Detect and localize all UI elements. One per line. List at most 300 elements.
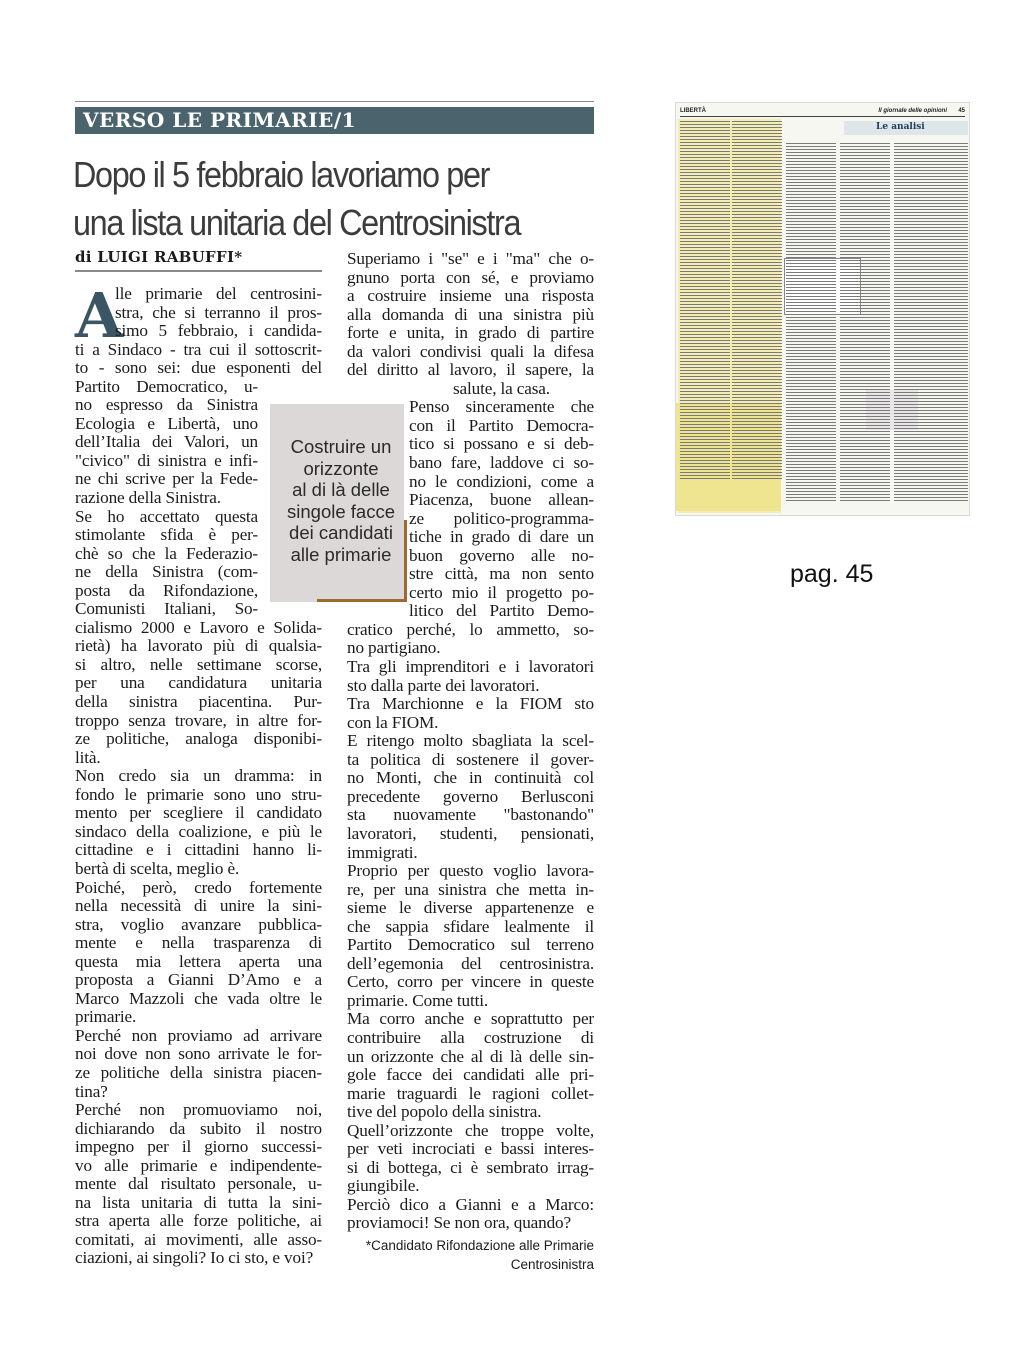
thumbnail-text-line [840,245,890,246]
thumbnail-text-line [680,478,730,479]
thumbnail-text-line [918,335,968,336]
thumbnail-text-line [732,214,782,215]
thumbnail-text-line [786,395,836,396]
thumbnail-text-line [732,127,782,128]
thumbnail-text-line [786,377,836,378]
thumbnail-text-line [840,362,890,363]
thumbnail-text-line [732,334,782,335]
thumbnail-text-line [786,185,836,186]
thumbnail-text-line [918,203,968,204]
thumbnail-text-line [680,274,730,275]
thumbnail-text-line [840,230,890,231]
thumbnail-text-line [786,287,836,288]
article-text-line: comitati, ai movimenti, alle asso- [75,1229,322,1249]
article-text-line: da valori condivisi quali la difesa [347,341,594,361]
thumbnail-text-line [680,208,730,209]
thumbnail-text-line [680,400,730,401]
thumbnail-text-line [918,194,968,195]
thumbnail-section-label: Le analisi [876,122,925,132]
thumbnail-text-line [918,389,968,390]
thumbnail-text-line [840,266,890,267]
thumbnail-text-column [786,143,836,509]
thumbnail-text-line [840,434,890,435]
thumbnail-text-line [840,404,890,405]
thumbnail-text-line [786,236,836,237]
thumbnail-text-line [786,485,836,486]
thumbnail-text-line [732,217,782,218]
article-text-line: razione della Sinistra. [75,488,221,508]
thumbnail-text-line [732,325,782,326]
thumbnail-text-line [732,190,782,191]
thumbnail-text-line [786,152,836,153]
thumbnail-text-line [918,383,968,384]
thumbnail-text-line [680,181,730,182]
thumbnail-text-line [918,407,968,408]
pull-quote-line: al di là delle [292,479,390,500]
thumbnail-text-line [680,247,730,248]
thumbnail-text-line [680,193,730,194]
article-text-line: precedente governo Berlusconi [347,786,594,806]
article-text-line: re, per una sinistra che metta in- [347,879,594,899]
thumbnail-text-line [680,175,730,176]
thumbnail-text-line [840,347,890,348]
pull-quote-accent [317,599,407,602]
thumbnail-text-line [732,223,782,224]
thumbnail-text-line [732,235,782,236]
thumbnail-text-line [918,248,968,249]
thumbnail-text-line [918,440,968,441]
thumbnail-text-line [680,466,730,467]
thumbnail-text-line [680,427,730,428]
thumbnail-text-line [680,373,730,374]
thumbnail-text-line [840,449,890,450]
thumbnail-text-line [786,299,836,300]
thumbnail-text-line [840,275,890,276]
article-text-line: "civico" di sinistra e infi- [75,450,258,470]
thumbnail-text-line [786,362,836,363]
article-text-line: stra, voglio avanzare pubblica- [75,914,322,934]
thumbnail-text-line [840,152,890,153]
thumbnail-text-line [680,148,730,149]
thumbnail-text-line [840,446,890,447]
article-text-line: ciazioni, ai singoli? Io ci sto, e voi? [75,1248,314,1268]
drop-cap: A [75,279,124,352]
thumbnail-text-line [680,289,730,290]
pull-quote-line: Costruire un [290,436,392,457]
thumbnail-text-line [732,391,782,392]
thumbnail-text-line [840,365,890,366]
thumbnail-text-line [840,428,890,429]
thumbnail-text-line [918,143,968,144]
thumbnail-text-line [680,448,730,449]
thumbnail-text-line [786,398,836,399]
article-text-line: tiche in grado di dare un [409,527,594,547]
thumbnail-text-line [786,248,836,249]
thumbnail-text-line [732,451,782,452]
article-text-line: Tra Marchionne e la FIOM sto [347,694,594,714]
thumbnail-text-line [786,473,836,474]
thumbnail-text-line [786,269,836,270]
pull-quote-accent [404,520,407,602]
thumbnail-text-line [786,188,836,189]
thumbnail-text-line [786,251,836,252]
thumbnail-text-line [786,203,836,204]
thumbnail-text-line [840,491,890,492]
thumbnail-text-line [918,458,968,459]
section-kicker: VERSO LE PRIMARIE/1 [75,107,594,134]
thumbnail-text-line [680,316,730,317]
thumbnail-text-line [680,130,730,131]
thumbnail-text-line [840,191,890,192]
thumbnail-text-line [680,412,730,413]
thumbnail-text-line [786,425,836,426]
article-text-line: Tra gli imprenditori e i lavoratori [347,657,594,677]
thumbnail-text-line [786,488,836,489]
thumbnail-text-line [786,422,836,423]
thumbnail-text-line [732,385,782,386]
thumbnail-text-line [732,160,782,161]
thumbnail-text-line [786,242,836,243]
thumbnail-text-line [840,200,890,201]
thumbnail-text-line [786,212,836,213]
thumbnail-text-line [732,178,782,179]
thumbnail-text-line [680,286,730,287]
thumbnail-text-line [840,146,890,147]
article-text-line: ze politiche della sinistra piacen- [75,1062,322,1082]
article-text-line: vo alle primarie e indipendente- [75,1155,322,1175]
article-text-line: contribuire alla costruzione di [347,1027,594,1047]
thumbnail-text-line [918,431,968,432]
thumbnail-text-line [918,494,968,495]
thumbnail-text-line [918,233,968,234]
thumbnail-text-line [786,467,836,468]
article-text-line: tico si possano e si deb- [409,434,594,454]
thumbnail-text-line [732,439,782,440]
thumbnail-text-line [680,418,730,419]
thumbnail-text-line [840,278,890,279]
thumbnail-text-line [680,238,730,239]
thumbnail-text-line [786,179,836,180]
thumbnail-text-line [840,254,890,255]
thumbnail-text-line [840,287,890,288]
article-text-line: sindaco della coalizione, e più le [75,821,322,841]
thumbnail-text-line [680,457,730,458]
thumbnail-text-line [840,422,890,423]
thumbnail-text-line [840,176,890,177]
thumbnail-text-line [680,220,730,221]
article-text-line: proviamoci! Se non ora, quando? [347,1213,571,1233]
thumbnail-text-line [918,482,968,483]
thumbnail-text-line [918,350,968,351]
thumbnail-text-line [786,302,836,303]
thumbnail-text-line [840,182,890,183]
thumbnail-text-line [840,167,890,168]
thumbnail-text-line [732,268,782,269]
thumbnail-text-line [680,313,730,314]
thumbnail-text-line [918,173,968,174]
thumbnail-text-line [786,146,836,147]
thumbnail-text-line [918,443,968,444]
thumbnail-text-line [680,124,730,125]
thumbnail-text-line [732,154,782,155]
thumbnail-text-line [840,374,890,375]
thumbnail-text-line [786,350,836,351]
article-text-line: Superiamo i "se" e i "ma" che o- [347,249,594,268]
thumbnail-text-line [786,437,836,438]
thumbnail-text-line [840,212,890,213]
article-text-line: Proprio per questo voglio lavora- [347,861,594,881]
thumbnail-text-line [732,262,782,263]
thumbnail-text-line [918,242,968,243]
thumbnail-text-line [840,296,890,297]
thumbnail-text-line [840,410,890,411]
article-text-line: dell’egemonia del centrosinistra. [347,953,594,973]
thumbnail-text-line [918,332,968,333]
thumbnail-text-line [840,263,890,264]
thumbnail-text-line [918,158,968,159]
thumbnail-text-line [918,293,968,294]
thumbnail-text-line [918,236,968,237]
thumbnail-text-line [918,329,968,330]
thumbnail-text-line [732,358,782,359]
thumbnail-text-line [840,272,890,273]
thumbnail-text-line [732,136,782,137]
thumbnail-text-line [732,271,782,272]
thumbnail-text-line [840,467,890,468]
thumbnail-text-line [918,371,968,372]
article-text-line: immigrati. [347,842,418,862]
thumbnail-text-line [840,203,890,204]
thumbnail-text-line [918,260,968,261]
thumbnail-text-line [918,326,968,327]
thumbnail-text-line [680,406,730,407]
thumbnail-text-line [918,320,968,321]
thumbnail-text-line [680,232,730,233]
thumbnail-text-line [918,338,968,339]
article-text-line: dell’Italia dei Valori, un [75,432,258,452]
thumbnail-text-line [732,307,782,308]
thumbnail-text-line [918,200,968,201]
article-text-line: forte e unita, in grado di partire [347,323,594,343]
thumbnail-text-line [840,305,890,306]
thumbnail-text-line [786,281,836,282]
thumbnail-text-line [786,284,836,285]
thumbnail-text-line [680,451,730,452]
thumbnail-text-line [918,392,968,393]
thumbnail-text-line [918,497,968,498]
pull-quote [284,436,398,565]
thumbnail-text-line [786,479,836,480]
thumbnail-text-line [680,364,730,365]
article-text-line: noi dove non sono arrivate le for- [75,1044,322,1064]
pull-quote-line: dei candidati [289,522,393,543]
thumbnail-text-line [786,254,836,255]
thumbnail-text-line [918,254,968,255]
thumbnail-text-line [918,146,968,147]
article-text-line: chè so che la Federazio- [75,543,258,563]
thumbnail-text-line [732,382,782,383]
article-text-line: no espresso da Sinistra [75,395,258,415]
thumbnail-text-line [918,467,968,468]
thumbnail-text-line [918,224,968,225]
article-text-line: tive del popolo della sinistra. [347,1102,542,1122]
thumbnail-text-line [732,244,782,245]
byline-rule [75,270,322,272]
thumbnail-text-line [918,425,968,426]
article-text-line: lità. [75,747,101,767]
thumbnail-text-line [786,482,836,483]
thumbnail-text-line [732,130,782,131]
thumbnail-text-line [680,127,730,128]
thumbnail-text-line [732,442,782,443]
thumbnail-text-line [680,391,730,392]
thumbnail-text-line [918,347,968,348]
thumbnail-text-line [840,215,890,216]
article-text-line: Non credo sia un dramma: in [75,766,322,786]
thumbnail-text-line [840,284,890,285]
thumbnail-text-line [732,220,782,221]
thumbnail-text-line [786,317,836,318]
article-text-line: Quell’orizzonte che troppe volte, [347,1120,594,1140]
thumbnail-text-line [840,359,890,360]
article-text-line: questa mia lettera aperta una [75,951,322,971]
thumbnail-text-line [680,358,730,359]
thumbnail-text-line [732,433,782,434]
thumbnail-text-line [840,158,890,159]
thumbnail-text-line [680,382,730,383]
thumbnail-text-line [680,433,730,434]
thumbnail-text-line [918,215,968,216]
thumbnail-text-line [732,187,782,188]
thumbnail-text-line [918,305,968,306]
thumbnail-text-line [786,257,836,258]
thumbnail-text-line [918,182,968,183]
thumbnail-text-line [680,421,730,422]
thumbnail-text-line [786,272,836,273]
article-text-line: stra, che si terranno il pros- [115,302,322,322]
thumbnail-text-line [680,304,730,305]
article-text-line: Marco Mazzoli che vada oltre le [75,988,322,1008]
thumbnail-text-line [918,344,968,345]
thumbnail-text-line [680,379,730,380]
thumbnail-text-line [918,308,968,309]
thumbnail-text-line [732,478,782,479]
thumbnail-text-line [840,260,890,261]
thumbnail-text-line [732,151,782,152]
thumbnail-text-line [918,464,968,465]
thumbnail-text-line [732,421,782,422]
page-thumbnail[interactable] [675,102,970,516]
thumbnail-text-line [918,485,968,486]
thumbnail-text-line [786,326,836,327]
thumbnail-text-line [840,338,890,339]
thumbnail-text-line [680,184,730,185]
thumbnail-text-line [786,191,836,192]
thumbnail-text-line [732,124,782,125]
thumbnail-text-line [786,455,836,456]
article-text-line: dichiarando da subito il nostro [75,1118,322,1138]
thumbnail-text-line [840,419,890,420]
thumbnail-text-line [680,301,730,302]
thumbnail-text-line [786,230,836,231]
thumbnail-text-line [680,394,730,395]
thumbnail-text-line [680,142,730,143]
thumbnail-text-line [732,316,782,317]
thumbnail-text-line [918,245,968,246]
thumbnail-text-line [680,352,730,353]
article-text-line: Perché non promuoviamo noi, [75,1100,322,1120]
thumbnail-text-line [918,227,968,228]
thumbnail-text-line [680,172,730,173]
article-text-line: gnuno porta con sé, e proviamo [347,267,594,287]
article-text-line: Partito Democratico sul terreno [347,935,594,955]
thumbnail-text-line [840,395,890,396]
thumbnail-text-line [840,317,890,318]
thumbnail-text-line [786,416,836,417]
thumbnail-text-line [732,298,782,299]
thumbnail-text-line [680,271,730,272]
thumbnail-text-line [786,413,836,414]
thumbnail-text-line [732,172,782,173]
thumbnail-text-line [732,310,782,311]
thumbnail-page-number: 45 [958,108,965,114]
article-text-line: litico del Partito Demo- [409,601,594,621]
thumbnail-text-line [680,205,730,206]
thumbnail-text-line [840,299,890,300]
thumbnail-text-line [786,308,836,309]
thumbnail-text-line [732,364,782,365]
thumbnail-text-line [786,239,836,240]
thumbnail-text-line [786,149,836,150]
thumbnail-text-line [786,440,836,441]
thumbnail-text-line [786,314,836,315]
article-text-line: lle primarie del centrosini- [115,284,322,303]
thumbnail-text-line [680,121,730,122]
thumbnail-text-line [680,340,730,341]
thumbnail-text-line [840,464,890,465]
thumbnail-header [680,106,965,117]
thumbnail-text-line [918,272,968,273]
thumbnail-text-line [732,142,782,143]
thumbnail-text-line [840,185,890,186]
article-text-line: salute, la casa. [453,378,550,398]
thumbnail-text-line [840,224,890,225]
thumbnail-text-line [840,155,890,156]
article-text-line: tina? [75,1081,108,1101]
thumbnail-text-line [680,166,730,167]
thumbnail-text-line [918,404,968,405]
thumbnail-text-line [786,386,836,387]
thumbnail-text-line [918,152,968,153]
article-text-line: Ma corro anche e soprattutto per [347,1009,594,1029]
thumbnail-text-line [680,328,730,329]
thumbnail-text-line [918,251,968,252]
thumbnail-text-line [786,347,836,348]
thumbnail-text-line [840,383,890,384]
thumbnail-text-line [680,259,730,260]
thumbnail-text-line [918,239,968,240]
thumbnail-text-line [732,253,782,254]
thumbnail-text-line [918,167,968,168]
author-footnote [347,1236,594,1274]
footnote-line: *Candidato Rifondazione alle Primarie [365,1238,594,1253]
thumbnail-text-line [786,260,836,261]
thumbnail-text-line [732,430,782,431]
article-text-line: marie traguardi le ragioni collet- [347,1083,594,1103]
thumbnail-text-line [680,463,730,464]
thumbnail-text-line [918,302,968,303]
thumbnail-text-line [732,274,782,275]
